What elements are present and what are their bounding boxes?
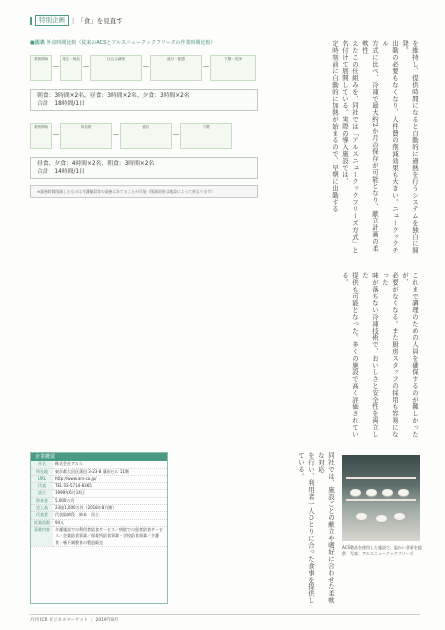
flow-step: 発注・検品 [60,55,82,81]
figure-caption-lead: ■図表 [30,40,45,46]
company-profile [30,452,168,604]
flow-top [30,51,258,86]
profile-header: 企業概要 [31,453,167,461]
meal-time-line: 昼食、夕食：4時間×2名、朝食：3時間×2名 [37,161,155,167]
separator: | [72,16,75,25]
section-tag [30,15,123,26]
profile-key: 事業内容 [31,526,53,546]
profile-value: 1999年6月14日 [53,490,167,497]
profile-key: 設立 [31,490,53,497]
photo-bowl [350,489,361,496]
text-column: 方式に比べ、冷凍で最大約2か月の保存が可能となり、献立計画の柔軟性 [361,40,379,252]
profile-row [31,526,167,546]
profile-row [31,505,167,512]
section-label: 特別企画 [35,15,69,26]
meal-time-line: 朝食：3時間×2名、昼食：3時間×2名、夕食：3時間×2名 [37,93,190,99]
text-column: これまで調理のための人員を確保するのが難しかったが、 [401,272,419,438]
profile-table [31,461,167,547]
profile-value: 株式会社アルス [53,461,167,468]
text-column: 提供も可能となった。多くの施設で高く評価されている。 [341,272,359,438]
publication-title: 月刊 ICR ビジネスマーケット [30,618,89,623]
meal-time-box-bottom [30,157,258,179]
photo-bowl [394,513,405,520]
photo-bowl [382,489,393,496]
flow-arrow [113,134,119,135]
flow-step: 盛付 [120,123,172,149]
flow-step: 再加熱 [60,123,112,149]
profile-key: 所在地 [31,468,53,475]
profile-key: URL [31,475,53,482]
flow-step: 下膳・洗浄 [210,55,256,81]
flow-arrow [53,66,59,67]
food-photo [342,455,420,541]
profile-value: 5,000万円 [53,497,167,504]
figure [30,40,258,265]
flow-step: 業務開始 [30,123,52,149]
publication-issue: 2019年8月 [95,618,119,623]
profile-value: 介護施設での利用者給食サービス／病院での患者給食サービス／企業給食事業／保育所給食事業・学校給食事業／介護食・嚥下調整食の製造販売 [53,526,167,546]
flow-arrow [173,134,179,135]
profile-row [31,483,167,490]
footer-rule [30,614,420,615]
article-text-lower [176,452,336,607]
text-column: を維持し、提供時間になると自動的に過熱を行うシステムを独自に開発。 [401,40,419,254]
profile-value: TEL 03-5714-8365 [53,483,167,490]
meal-time-total: 合計 14時間/1日 [37,169,85,175]
profile-value: 代表取締役 柿本 昌士 [53,512,167,519]
text-column: 味が落ちない冷凍技術で、おいしさと安全性を両立した [361,272,379,438]
text-column: 名付けて展開している。実際の導入施設では、 [341,40,349,185]
profile-value: 94人 [53,519,167,526]
profile-row [31,461,167,468]
flow-arrow [53,134,59,135]
profile-key: 売上高 [31,505,53,512]
profile-row [31,475,167,482]
flow-step: 下膳 [180,123,232,149]
figure-caption-text: 外食時間比較（従来のACSとアルスニュークックフリーズの作業時間比較） [46,40,216,46]
profile-key: 従業員数 [31,519,53,526]
page-footer [30,617,118,623]
photo-shelf [346,477,416,479]
section-title: 「食」を見直す [77,17,123,25]
profile-value: http://www.ars-co.jp/ [53,475,167,482]
article-text-upper [264,40,420,258]
flow-bottom [30,119,258,154]
profile-key: 社名 [31,461,53,468]
flow-step: 盛付・配膳 [150,55,202,81]
profile-row [31,512,167,519]
flow-arrow [203,66,209,67]
photo-bowl [376,515,387,522]
profile-key: 代表者 [31,512,53,519]
profile-key: 代表 [31,483,53,490]
text-column: 必要がなくなる。また厨房スタッフの採用も容易になった [381,272,399,438]
profile-key: 資本金 [31,497,53,504]
flow-step: 業務開始 [30,55,52,81]
flow-arrow [83,66,89,67]
meal-time-total: 合計 18時間/1日 [37,101,85,107]
photo-bowl [356,513,367,520]
profile-value: 23億1,000万円（2018年8月期） [53,505,167,512]
text-column: 同社では、施設ごとの献立や嗜好に合わせた柔軟な対応 [317,452,335,604]
photo-shelf [346,499,416,501]
profile-row [31,490,167,497]
figure-note: ※業務時間削減したものは介護職員等の業務にあてることが可能（削減効果は施設によって異なります） [30,185,258,198]
profile-value: 東京都大田区蒲田 3-23-8 蒲田ビル 11階 [53,468,167,475]
profile-row [31,468,167,475]
accent-bar [30,17,32,25]
flow-arrow [143,66,149,67]
photo-bowl [398,489,409,496]
figure-caption [30,40,258,47]
flow-step: 仕込み調理 [90,55,142,81]
profile-row [31,519,167,526]
photo-caption: ACS製品を使用した施設で、温かい食事を提供 写真：アルスニュークックフリーズ [342,545,422,556]
meal-time-box-top [30,89,258,111]
footer-pipe: | [91,618,93,623]
text-column: えたこの仕組みを、同社では「アルスニュークックフリーズ方式」と [351,40,359,254]
photo-bowl [366,489,377,496]
text-column: 出勤の必要もなくなり、人件費の削減効果も大きい。ニュークックチル [381,40,399,254]
article-text-middle [30,272,420,442]
text-column: 定時刻前に自動的に加熱が始まるので、早朝に出勤する [331,40,339,213]
profile-row [31,497,167,504]
text-column: を行い、利用者一人ひとりに合った食事を提供している。 [297,452,315,604]
